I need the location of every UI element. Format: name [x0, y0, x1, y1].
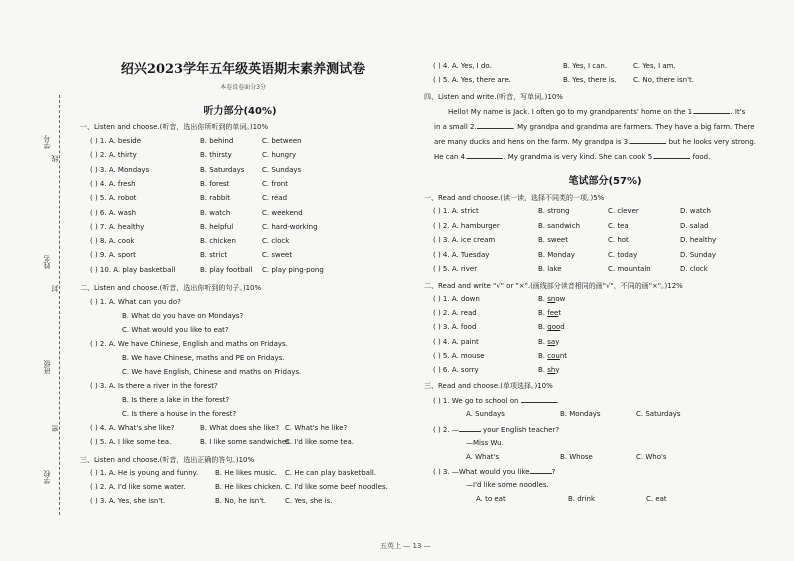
- option-b: B. drink: [568, 495, 596, 503]
- choice-0: ( ) 4. A. Tuesday: [433, 250, 490, 259]
- choice-1: B. strong: [538, 207, 570, 215]
- choice-0: ( ) 1. A. strict: [433, 207, 479, 215]
- binding-margin: [40, 95, 68, 515]
- option-c: C. Who's: [636, 453, 667, 461]
- choice-1: B. sweet: [538, 236, 568, 244]
- cut-mark-mi: 密: [51, 425, 59, 432]
- question-line: ( ) 1. We go to school on .: [433, 397, 559, 405]
- writing-part1-heading: 一、Read and choose.(读一读，选择不同类的一项。)5%: [424, 194, 605, 202]
- question-line: ( ) 1. A. What can you do?: [90, 298, 181, 306]
- question-line: C. I'd like some beef noodles.: [285, 483, 388, 491]
- question-line: C. He can play basketball.: [285, 469, 377, 477]
- writing-part2-heading: 二、Read and write "√" or "×".(画线部分读音相同的画"√"，不同的画"×"。)12%: [424, 282, 683, 290]
- listening-part3-heading: 三、Listen and choose.(听音，选出正确的答句。)10%: [80, 456, 255, 464]
- choice-b: B. Saturdays: [200, 165, 245, 174]
- choice-3: D. Sunday: [680, 250, 717, 259]
- answer-blank[interactable]: [521, 396, 557, 403]
- choice-2: C. tea: [608, 221, 629, 230]
- label-class: 班级: [43, 360, 51, 374]
- choice-3: D. watch: [680, 207, 711, 215]
- option-a: A. Sundays: [466, 410, 505, 418]
- exam-subtitle: 本卷设卷面分3分: [220, 84, 266, 91]
- question-line: B. No, he isn't.: [215, 497, 267, 505]
- choice-1: B. lake: [538, 265, 562, 273]
- choice-b: B. helpful: [200, 222, 234, 231]
- choice-b: B. snow: [538, 295, 566, 303]
- passage-line: Hello! My name is Jack. I often go to my grandparents' home on the 1. . It's: [448, 108, 746, 116]
- page-footer: 五英上 — 13 —: [380, 542, 431, 550]
- choice-b: B. chicken: [200, 237, 236, 246]
- choice-c: C. read: [262, 194, 288, 203]
- exam-title: 绍兴2023学年五年级英语期末素养测试卷: [120, 62, 366, 77]
- question-line: B. Is there a lake in the forest?: [122, 396, 230, 404]
- choice-c: C. sweet: [262, 251, 293, 260]
- choice-n: ( ) 7. A. healthy: [90, 222, 145, 231]
- choice-a: ( ) 4. A. paint: [433, 337, 479, 346]
- choice-1: B. Monday: [538, 250, 575, 259]
- passage-line: He can 4. . My grandma is very kind. She can cook 5. food.: [434, 153, 711, 161]
- answer-blank[interactable]: [630, 137, 666, 144]
- choice-n: ( ) 5. A. robot: [90, 194, 137, 203]
- choice-c: C. weekend: [262, 208, 303, 217]
- choice-a: ( ) 6. A. sorry: [433, 366, 479, 374]
- question-line: B. Yes, there is.: [563, 76, 617, 84]
- choice-n: ( ) 8. A. cook: [90, 237, 135, 246]
- question-line: C. Is there a house in the forest?: [122, 410, 237, 418]
- question-line: C. What would you like to eat?: [122, 326, 229, 334]
- reply-line: —I'd like some noodles.: [466, 481, 549, 489]
- choice-c: C. front: [262, 179, 288, 188]
- question-line: ( ) 5. A. I like some tea.: [90, 438, 172, 446]
- question-line: ( ) 2. — your English teacher?: [433, 426, 560, 434]
- choice-1: B. sandwich: [538, 221, 581, 230]
- choice-2: C. clever: [608, 207, 639, 215]
- question-line: C. Yes, she is.: [285, 497, 333, 505]
- choice-b: B. feet: [538, 309, 562, 318]
- writing-section-title: 笔试部分(57%): [568, 176, 642, 187]
- option-c: C. eat: [646, 495, 667, 503]
- choice-2: C. mountain: [608, 265, 651, 273]
- listening-part1-heading: 一、Listen and choose.(听音，选出你所听到的单词。)10%: [80, 123, 269, 131]
- choice-b: B. strict: [200, 251, 228, 260]
- question-line: ( ) 1. A. He is young and funny.: [90, 469, 199, 477]
- choice-c: C. play ping-pong: [262, 265, 324, 274]
- listening-part4-heading: 四、Listen and write.(听音，写单词。)10%: [424, 93, 563, 101]
- option-a: A. What's: [466, 453, 500, 461]
- question-line: B. We have Chinese, maths and PE on Fridays.: [122, 354, 285, 362]
- writing-part3-heading: 三、Read and choose.(单项选择。)10%: [424, 382, 553, 390]
- question-line: ( ) 2. A. We have Chinese, English and maths on Fridays.: [90, 340, 288, 348]
- choice-b: B. rabbit: [200, 194, 230, 203]
- passage-line: are many ducks and hens on the farm. My grandpa is 3. but he looks very strong.: [434, 138, 757, 146]
- question-line: ( ) 2. A. I'd like some water.: [90, 483, 186, 491]
- choice-n: ( ) 2. A. thirty: [90, 151, 137, 160]
- cut-mark-xian: 线: [51, 155, 59, 162]
- choice-0: ( ) 2. A. hamburger: [433, 221, 500, 230]
- choice-c: C. hungry: [262, 151, 297, 160]
- choice-a: ( ) 1. A. down: [433, 295, 480, 303]
- label-student-id: 学号: [43, 135, 51, 149]
- question-line: C. Yes, I am.: [633, 62, 676, 70]
- option-c: C. Saturdays: [636, 410, 681, 418]
- choice-0: ( ) 5. A. river: [433, 265, 478, 273]
- question-line: ( ) 4. A. Yes, I do.: [433, 62, 492, 70]
- question-line: C. What's he like?: [285, 424, 348, 432]
- question-line: B. What does she like?: [200, 424, 280, 432]
- choice-3: D. salad: [680, 221, 709, 230]
- choice-c: C. between: [262, 137, 302, 145]
- listening-part2-heading: 二、Listen and choose.(听音，选出你听到的句子。)10%: [80, 284, 262, 292]
- question-line: ( ) 5. A. Yes, there are.: [433, 76, 511, 84]
- answer-blank[interactable]: [467, 152, 503, 159]
- choice-n: ( ) 1. A. beside: [90, 137, 142, 145]
- choice-b: B. thirsty: [200, 151, 232, 160]
- choice-b: B. forest: [200, 179, 230, 188]
- option-b: B. Whose: [560, 453, 593, 461]
- answer-blank[interactable]: [477, 122, 513, 129]
- answer-blank[interactable]: [654, 152, 690, 159]
- question-line: C. No, there isn't.: [633, 76, 694, 84]
- choice-c: C. hard-working: [262, 222, 318, 231]
- choice-a: ( ) 5. A. mouse: [433, 351, 485, 360]
- choice-3: D. healthy: [680, 236, 717, 244]
- choice-b: B. behind: [200, 137, 234, 145]
- choice-n: ( ) 3. A. Mondays: [90, 165, 150, 174]
- question-line: ( ) 3. —What would you like ?: [433, 468, 556, 476]
- label-name: 姓名: [43, 255, 51, 269]
- question-line: B. He likes chicken.: [215, 483, 283, 491]
- option-a: A. to eat: [476, 495, 506, 503]
- question-line: ( ) 3. A. Is there a river in the forest?: [90, 382, 218, 390]
- choice-2: C. hot: [608, 236, 629, 244]
- question-line: C. I'd like some tea.: [285, 438, 355, 446]
- choice-b: B. good: [538, 323, 565, 332]
- choice-b: B. say: [538, 337, 560, 346]
- choice-n: ( ) 9. A. sport: [90, 251, 136, 260]
- option-b: B. Mondays: [560, 410, 601, 418]
- question-line: ( ) 4. A. What's she like?: [90, 424, 175, 432]
- passage-line: in a small 2. . My grandpa and grandma are farmers. They have a big farm. There: [434, 123, 755, 131]
- listening-section-title: 听力部分(40%): [203, 106, 277, 117]
- choice-n: ( ) 4. A. fresh: [90, 179, 136, 188]
- choice-a: ( ) 3. A. food: [433, 323, 477, 332]
- question-line: B. Yes, I can.: [563, 62, 608, 70]
- choice-b: B. count: [538, 351, 568, 360]
- choice-b: B. shy: [538, 366, 560, 374]
- question-line: B. He likes music.: [215, 469, 277, 477]
- choice-c: C. clock: [262, 237, 290, 246]
- answer-blank[interactable]: [459, 425, 481, 432]
- choice-n: ( ) 10. A. play basketball: [90, 265, 176, 274]
- choice-a: ( ) 2. A. read: [433, 309, 477, 318]
- cut-mark-feng: 封: [51, 285, 59, 292]
- answer-blank[interactable]: [694, 107, 730, 114]
- question-line: B. I like some sandwiches.: [200, 438, 292, 446]
- choice-2: C. today: [608, 250, 638, 259]
- choice-b: B. play football: [200, 265, 253, 274]
- reply-line: —Miss Wu.: [466, 439, 504, 447]
- choice-0: ( ) 3. A. ice cream: [433, 236, 496, 244]
- label-school: 学校: [43, 470, 51, 484]
- choice-c: C. Sundays: [262, 165, 302, 174]
- choice-n: ( ) 6. A. wash: [90, 208, 137, 217]
- question-line: C. We have English, Chinese and maths on Fridays.: [122, 368, 302, 376]
- choice-b: B. watch: [200, 208, 231, 217]
- question-line: B. What do you have on Mondays?: [122, 312, 244, 320]
- answer-blank[interactable]: [530, 467, 552, 474]
- choice-3: D. clock: [680, 265, 708, 273]
- question-line: ( ) 3. A. Yes, she isn't.: [90, 497, 166, 505]
